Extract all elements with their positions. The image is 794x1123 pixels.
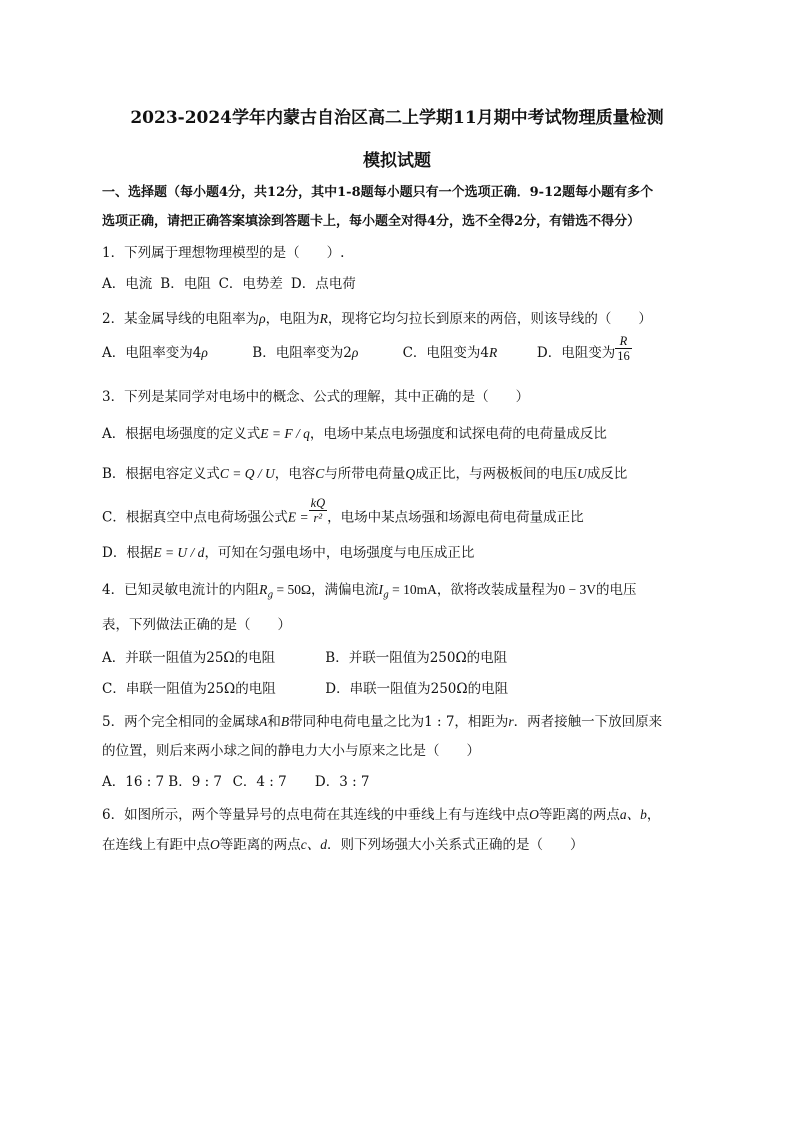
- q2-option-c-text: C．电阻变为4: [402, 345, 490, 362]
- q6-stem-part: 在连线上有距中点: [102, 837, 210, 853]
- ball-a-symbol: A: [259, 714, 268, 729]
- q3-option-b: [102, 467, 627, 482]
- q1-option-d: D．点电荷: [290, 276, 356, 292]
- points-a-b: a、b: [619, 807, 647, 822]
- q3-b-text: ，电容: [274, 466, 316, 482]
- q3-c-text: ，电场中某点场强和场源电荷电荷量成正比: [327, 509, 584, 526]
- q1-options: [102, 278, 356, 292]
- ig-symbol: I: [378, 582, 384, 597]
- q2-option-a: [102, 346, 248, 361]
- point-o-symbol: O: [529, 807, 539, 822]
- q5-stem-line-2: 的位置，则后来两小球之间的静电力大小与原来之比是（ ）: [102, 743, 480, 759]
- q2-stem-part: ，现将它均匀拉长到原来的两倍，则该导线的（ ）: [327, 311, 652, 327]
- q4-option-d: D．串联一阻值为250Ω的电阻: [325, 681, 509, 697]
- formula-e-u-d: E = U / d: [153, 545, 205, 560]
- section-header-line-2: 选项正确，请把正确答案填涂到答题卡上，每小题全对得4分，选不全得2分，有错选不得分）: [102, 214, 641, 229]
- q2-option-c: [403, 346, 533, 361]
- q4-option-c: C．串联一阻值为25Ω的电阻: [102, 681, 276, 697]
- q6-stem-part: 6．如图所示，两个等量异号的点电荷在其连线的中垂线上有与连线中点: [102, 807, 530, 823]
- q5-stem-part: ．两者接触一下放回原来: [513, 714, 663, 730]
- r-symbol: R: [489, 345, 498, 361]
- q4-options-row-2: [102, 683, 508, 697]
- q2-option-b-text: B．电阻率变为2: [252, 345, 352, 362]
- q2-options: [102, 334, 632, 364]
- q2-option-b: [252, 346, 398, 361]
- fraction-denominator: 16: [617, 349, 630, 364]
- point-o-symbol: O: [210, 837, 220, 852]
- q2-option-d-text: D．电阻变为: [536, 345, 616, 362]
- rg-subscript: g: [267, 590, 274, 601]
- points-c-d: c、d: [300, 837, 327, 852]
- formula-e-f-q: E = F / q: [260, 426, 310, 441]
- q1-option-c: C．电势差: [218, 276, 283, 292]
- fraction-denominator: r²: [313, 511, 323, 526]
- q3-a-text: ，电场中某点电场强度和试探电荷的电荷量成反比: [309, 426, 607, 442]
- q5-option-a: A．16 : 7: [102, 774, 165, 790]
- q2-stem-part: ，电阻为: [265, 311, 320, 327]
- q5-option-b: B．9 : 7: [168, 774, 223, 790]
- q4-stem-line-2: 表，下列做法正确的是（ ）: [102, 617, 291, 633]
- rho-symbol: ρ: [259, 311, 266, 326]
- q3-option-c: [102, 496, 584, 526]
- distance-r-symbol: r: [508, 714, 514, 729]
- q5-options: [102, 776, 370, 790]
- q3-c-text: C．根据真空中点电荷场强公式: [102, 509, 288, 526]
- formula-e-eq: E =: [287, 509, 309, 525]
- q5-stem-line-1: [102, 715, 662, 730]
- q3-stem: 3．下列是某同学对电场中的概念、公式的理解，其中正确的是（ ）: [102, 389, 530, 405]
- q3-option-d: [102, 546, 474, 561]
- q6-stem-line-1: [102, 808, 660, 823]
- fraction-numerator: kQ: [310, 496, 326, 510]
- q4-option-b: B．并联一阻值为250Ω的电阻: [325, 650, 508, 666]
- voltage-range: 0 − 3V: [558, 582, 597, 597]
- q5-stem-part: 5．两个完全相同的金属球: [102, 714, 260, 730]
- q1-option-b: B．电阻: [160, 276, 211, 292]
- q4-option-a: A．并联一阻值为25Ω的电阻: [102, 650, 276, 666]
- q4-stem-line-1: [102, 583, 637, 601]
- q3-b-text: 成正比，与两极板间的电压: [415, 466, 578, 482]
- title-line-1: 2023-2024学年内蒙古自治区高二上学期11月期中考试物理质量检测: [130, 108, 664, 128]
- q3-option-a: [102, 427, 607, 442]
- q1-option-a: A．电流: [102, 276, 153, 292]
- q5-option-c: C．4 : 7: [232, 774, 287, 790]
- q4-stem-part: 4．已知灵敏电流计的内阻: [102, 582, 260, 598]
- q6-stem-part: ．则下列场强大小关系式正确的是（ ）: [327, 837, 584, 853]
- q4-options-row-1: [102, 652, 507, 666]
- rg-value: = 50Ω: [273, 582, 312, 597]
- q3-b-text: 与所带电荷量: [324, 466, 406, 482]
- rg-symbol: R: [259, 582, 268, 597]
- ig-value: = 10mA: [388, 582, 437, 597]
- q1-stem: 1．下列属于理想物理模型的是（ ）.: [102, 245, 345, 261]
- q3-d-text: D．根据: [102, 545, 154, 561]
- c-symbol: C: [315, 466, 325, 481]
- ball-b-symbol: B: [280, 714, 290, 729]
- q3-a-text: A．根据电场强度的定义式: [102, 426, 261, 442]
- q2-stem-part: 2．某金属导线的电阻率为: [102, 311, 260, 327]
- fraction-r-over-16: [615, 334, 632, 364]
- r-symbol: R: [319, 311, 328, 326]
- rho-symbol: ρ: [201, 345, 208, 361]
- q5-stem-part: 和: [267, 714, 281, 730]
- q5-option-d: D．3 : 7: [314, 774, 370, 790]
- q4-stem-part: 的电压: [596, 582, 637, 598]
- q4-stem-part: ，欲将改装成量程为: [436, 582, 559, 598]
- q6-stem-part: ，: [646, 807, 661, 823]
- fraction-numerator: R: [615, 334, 632, 349]
- section-header-line-1: 一、选择题（每小题4分，共12分，其中1-8题每小题只有一个选项正确．9-12题每小题有多个: [102, 185, 654, 200]
- q-symbol: Q: [405, 466, 416, 481]
- rho-symbol: ρ: [351, 345, 359, 361]
- q5-stem-part: 带同种电荷电量之比为1 : 7，相距为: [289, 714, 509, 730]
- q4-stem-part: ，满偏电流: [311, 582, 379, 598]
- q2-option-a-text: A．电阻率变为4: [102, 345, 202, 362]
- q3-b-text: 成反比: [586, 466, 628, 482]
- title-line-2: 模拟试题: [363, 151, 431, 171]
- q3-d-text: ，可知在匀强电场中，电场强度与电压成正比: [204, 545, 475, 561]
- q3-b-text: B．根据电容定义式: [102, 466, 220, 482]
- q6-stem-part: 等距离的两点: [538, 807, 620, 823]
- fraction-kq-over-r2: [309, 496, 328, 526]
- q6-stem-line-2: [102, 838, 584, 853]
- u-symbol: U: [577, 466, 587, 481]
- ig-subscript: g: [383, 590, 389, 601]
- formula-c-q-u: C = Q / U: [219, 466, 275, 481]
- q2-stem: [102, 312, 652, 327]
- q2-option-d: [536, 334, 632, 364]
- q6-stem-part: 等距离的两点: [219, 837, 301, 853]
